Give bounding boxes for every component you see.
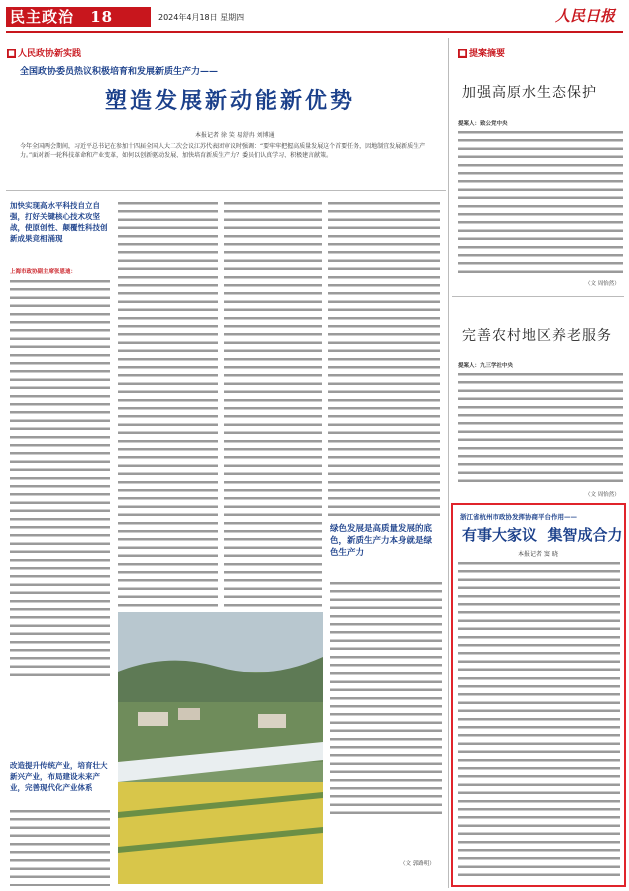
proposal-title-1: 加强高原水生态保护 [462,85,597,101]
proposal-title-2: 完善农村地区养老服务 [462,328,612,344]
subhead-1: 加快实现高水平科技自立自强，打好关键核心技术攻坚战，使原创性、颠覆性科技创新成果竞相涌现 [10,201,108,243]
paragraph-head: 上海市政协副主席张恩迪： [10,269,77,275]
article-body-col4 [328,200,440,520]
issue-date: 2024年4月18日 星期四 [158,13,245,22]
proposal-writer-1: （文 周怡然） [585,281,620,287]
newspaper-logo: 人民日报 [555,7,616,25]
feature-writer: （文 郭路明） [400,861,435,867]
proposal-section-tag: ■ 提案摘要 [459,49,506,59]
box-byline: 本报记者 窦 晓 [518,551,558,558]
article-body-col1 [10,278,110,680]
article-body-col1b [10,808,110,886]
train-landscape-image [118,612,323,884]
box-title: 有事大家议 集智成合力 [462,526,623,544]
subhead-2: 绿色发展是高质量发展的底色，新质生产力本身就是绿色生产力 [330,524,433,558]
proposal-body-1 [458,129,623,277]
square-mark-icon: ■ [8,49,15,57]
divider [6,190,446,191]
box-body [458,560,620,882]
proposal-author-2: 提案人：九三学社中央 [458,363,514,369]
square-mark-icon: ■ [459,49,466,57]
subhead-3: 改造提升传统产业，培育壮大新兴产业，布局建设未来产业，完善现代化产业体系 [10,761,108,792]
proposal-writer-2: （文 周怡然） [585,492,620,498]
feature-lead: 今年全国两会期间，习近平总书记在参加十四届全国人大二次会议江苏代表团审议时强调：“要牢牢把握高质量发展这个首要任务，因地制宜发展新质生产力。”面对新一轮科技革命和产业变革，如何以创新驱动发展、加快培育新质生产力？委员们认真学习、积极建言献策。 [20,143,426,159]
feature-section-tag: ■ 人民政协新实践 [8,49,82,59]
proposal-author-1: 提案人：致公党中央 [458,121,508,127]
proposal-body-2 [458,371,623,487]
masthead [0,0,629,34]
page-number: 18 [90,8,114,26]
divider [452,296,624,297]
article-body-col4b [330,580,442,820]
section-banner [6,7,151,27]
feature-kicker: 全国政协委员热议积极培育和发展新质生产力—— [20,67,219,77]
column-divider [448,38,449,888]
feature-title: 塑造发展新动能新优势 [104,89,355,114]
feature-byline: 本报记者 徐 笑 易舒冉 刘博通 [195,132,275,139]
feature-photo [118,612,323,884]
masthead-rule [6,31,623,33]
article-body-col3 [224,200,322,610]
box-kicker: 浙江省杭州市政协发挥协商平台作用—— [460,513,577,521]
section-name: 民主政治 [10,8,75,26]
article-body-col2 [118,200,218,610]
